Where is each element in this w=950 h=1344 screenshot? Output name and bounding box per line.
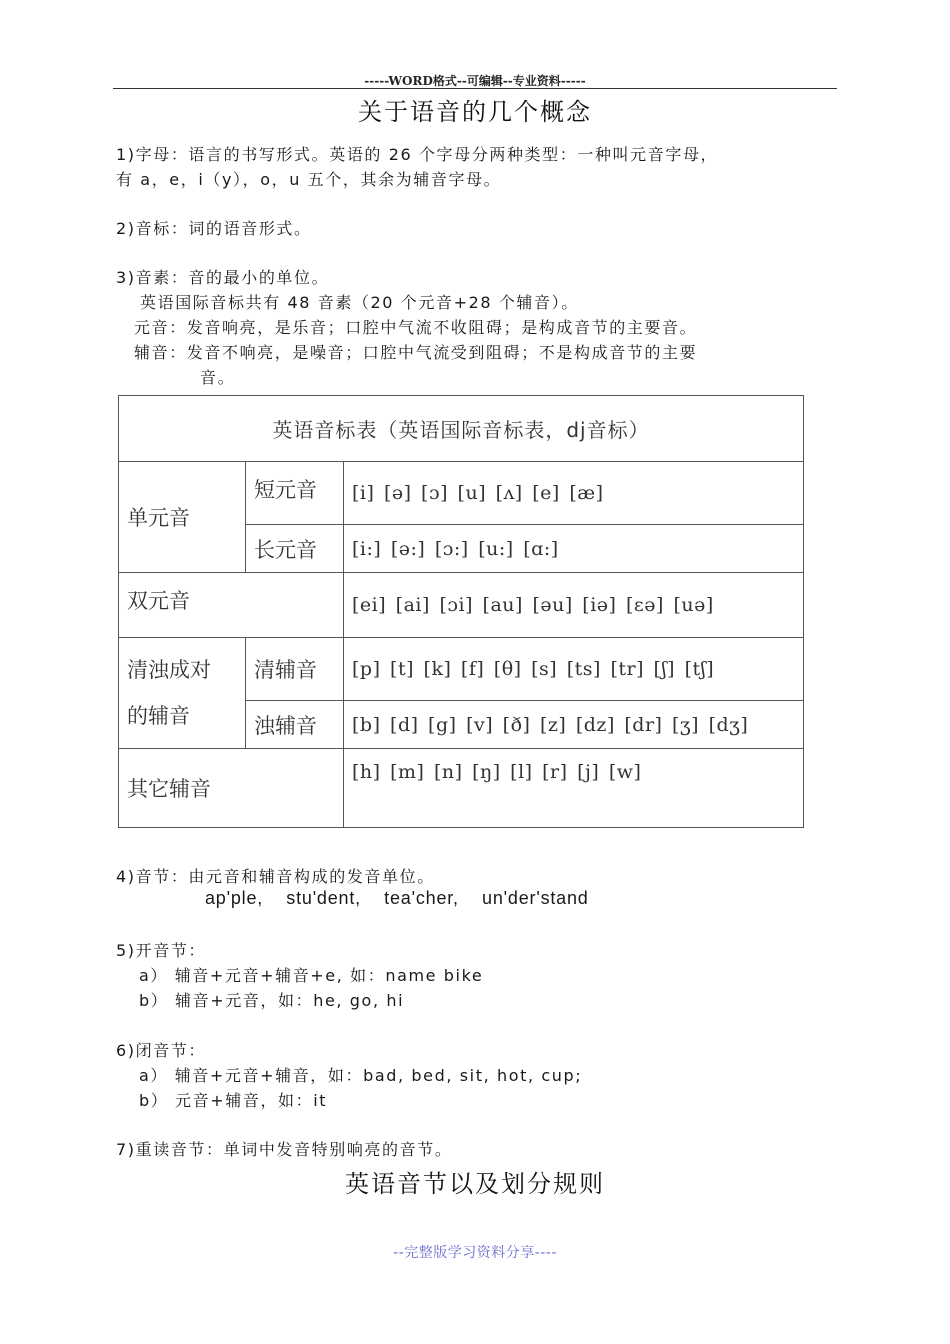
p5-head: 5)开音节： bbox=[116, 941, 207, 960]
paired-consonants-line1: 清浊成对 bbox=[127, 658, 211, 682]
diphthongs-symbols: [ei] [ai] [ɔi] [au] [əu] [iə] [ɛə] [uə] bbox=[344, 573, 804, 638]
page-title: 关于语音的几个概念 bbox=[358, 98, 592, 126]
page-header: -----WORD格式--可编辑--专业资料----- bbox=[364, 74, 586, 88]
p2-line: 2)音标：词的语音形式。 bbox=[116, 219, 312, 238]
voiceless-symbols: [p] [t] [k] [f] [θ] [s] [ts] [tr] [ʃ] [tʃ] bbox=[344, 638, 804, 701]
section-title: 英语音节以及划分规则 bbox=[345, 1170, 605, 1198]
other-consonants-symbols: [h] [m] [n] [ŋ] [l] [r] [j] [w] bbox=[344, 749, 804, 828]
phonetic-table bbox=[118, 395, 804, 828]
p5-item-b: b） 辅音+元音，如：he, go, hi bbox=[139, 991, 405, 1010]
p3-line3: 辅音：发音不响亮，是噪音；口腔中气流受到阻碍；不是构成音节的主要 bbox=[134, 343, 698, 362]
voiceless-label: 清辅音 bbox=[246, 638, 344, 701]
long-vowels-symbols: [i:] [ə:] [ɔ:] [u:] [ɑ:] bbox=[344, 525, 804, 573]
p4-head: 4)音节：由元音和辅音构成的发音单位。 bbox=[116, 867, 435, 886]
short-vowels-symbols: [i] [ə] [ɔ] [u] [ʌ] [e] [æ] bbox=[344, 462, 804, 525]
paired-consonants-line2: 的辅音 bbox=[127, 704, 190, 728]
long-vowels-label: 长元音 bbox=[246, 525, 344, 573]
header-divider bbox=[113, 88, 837, 89]
single-vowels-label: 单元音 bbox=[119, 462, 246, 573]
p3-line1: 英语国际音标共有 48 音素（20 个元音+28 个辅音）。 bbox=[140, 293, 579, 312]
table-caption: 英语音标表（英语国际音标表，dj音标） bbox=[119, 396, 804, 462]
p3-head: 3)音素：音的最小的单位。 bbox=[116, 268, 330, 287]
diphthongs-label: 双元音 bbox=[119, 573, 344, 638]
paired-consonants-label bbox=[119, 638, 246, 749]
p5-item-a: a） 辅音+元音+辅音+e, 如：name bike bbox=[139, 966, 484, 985]
p1-line1: 1)字母：语言的书写形式。英语的 26 个字母分两种类型：一种叫元音字母， bbox=[116, 145, 719, 164]
p3-line2: 元音：发音响亮，是乐音；口腔中气流不收阻碍；是构成音节的主要音。 bbox=[134, 318, 698, 337]
other-consonants-label: 其它辅音 bbox=[119, 749, 344, 828]
p6-item-b: b） 元音+辅音，如：it bbox=[139, 1091, 328, 1110]
p1-line2: 有 a，e，i（y），o，u 五个，其余为辅音字母。 bbox=[116, 170, 502, 189]
p4-examples: ap'ple, stu'dent, tea'cher, un'der'stand bbox=[205, 888, 589, 908]
voiced-label: 浊辅音 bbox=[246, 701, 344, 749]
p3-line4: 音。 bbox=[200, 368, 236, 387]
p7-line: 7)重读音节：单词中发音特别响亮的音节。 bbox=[116, 1140, 453, 1159]
voiced-symbols: [b] [d] [g] [v] [ð] [z] [dz] [dr] [ʒ] [dʒ] bbox=[344, 701, 804, 749]
short-vowels-label: 短元音 bbox=[246, 462, 344, 525]
page-footer: --完整版学习资料分享---- bbox=[393, 1245, 557, 1261]
p6-item-a: a） 辅音+元音+辅音，如：bad, bed, sit, hot, cup; bbox=[139, 1066, 583, 1085]
p6-head: 6)闭音节： bbox=[116, 1041, 207, 1060]
